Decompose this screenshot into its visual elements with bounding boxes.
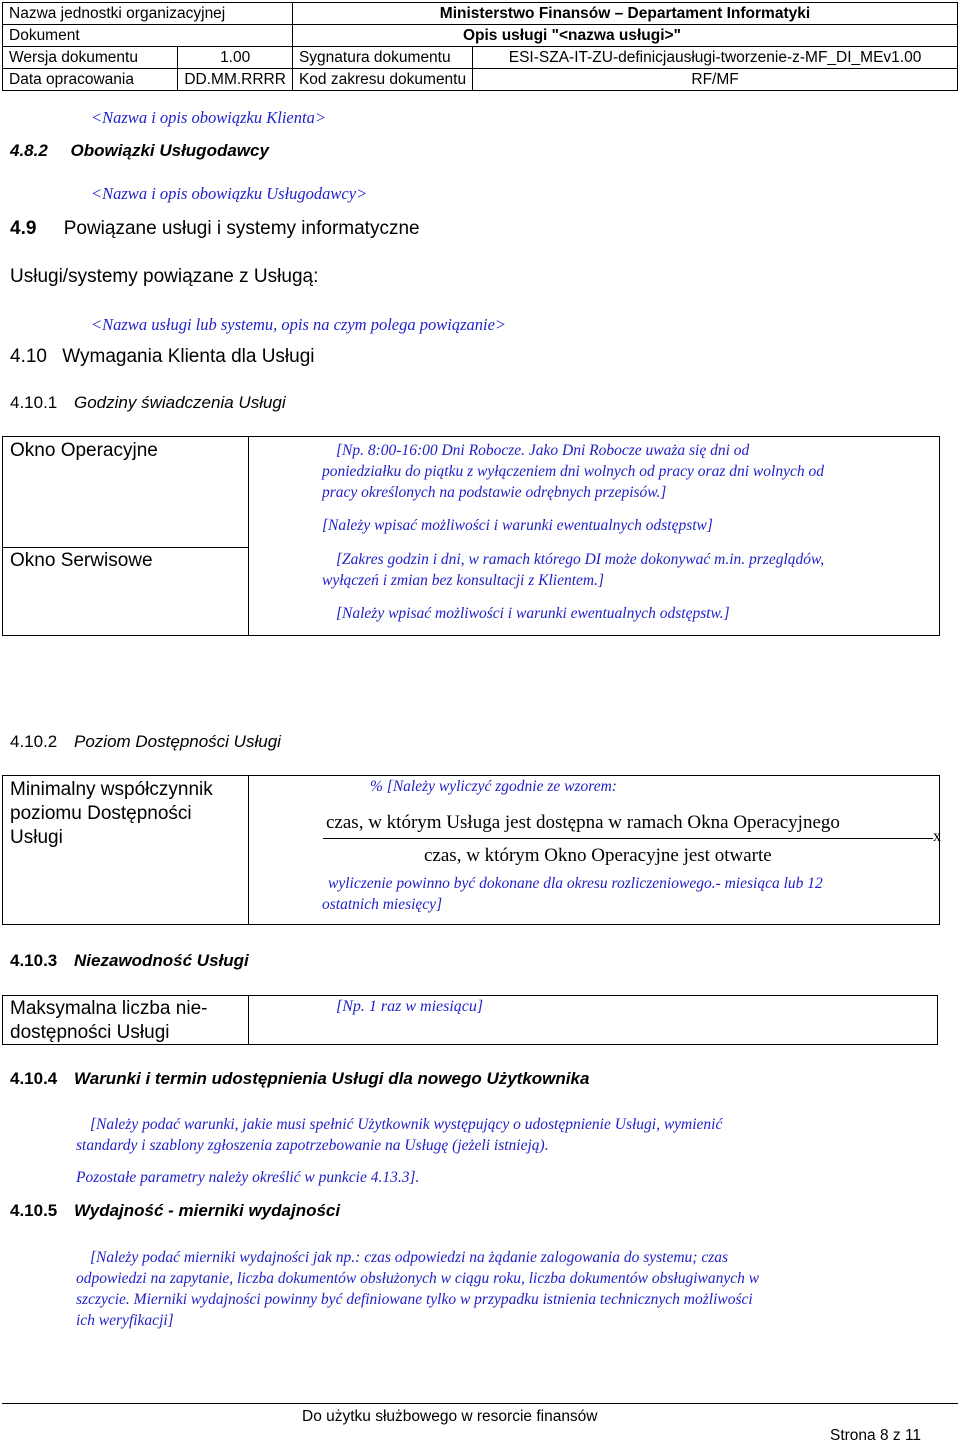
client-duty-placeholder: <Nazwa i opis obowiązku Klienta> [91, 108, 326, 127]
document-value: Opis usługi "<nazwa usługi>" [292, 25, 957, 47]
service-window-note: [Należy wpisać możliwości i warunki ewentualnych odstępstw.] [336, 605, 730, 622]
formula-denominator: czas, w którym Okno Operacyjne jest otwarte [424, 845, 772, 866]
performance-metrics: [Należy podać mierniki wydajności jak np.: czas odpowiedzi na żądanie zalogowania do systemu; czas odpowiedzi na zapytanie, liczba dokumentów obsłużonych w ciągu roku, liczba dokumentów obsługiwanych w szczycie. Mierniki wydajności powinny być definiowane tylko w przypadku istnienia technicznych możliwości ich weryfikacji] [76, 1249, 760, 1329]
page-number: Strona 8 z 11 [830, 1427, 922, 1444]
section-4-10-5-heading [10, 1201, 340, 1221]
footer-divider [2, 1403, 958, 1404]
related-intro: Usługi/systemy powiązane z Usługą: [10, 266, 319, 287]
user-access-conditions: [Należy podać warunki, jakie musi spełnić Użytkownik występujący o udostępnienie Usługi, wymienić standardy i szablony zgłoszenia zapotrzebowanie na Usługę (jeżeli istnieją). Pozostałe parametry należy określić w punkcie 4.13.3]. [76, 1116, 723, 1186]
formula-numerator: czas, w którym Usługa jest dostępna w ramach Okna Operacyjnego [326, 812, 840, 833]
availability-label: Minimalny współczynnik poziomu Dostępności Usługi [10, 779, 213, 848]
related-placeholder: <Nazwa usługi lub systemu, opis na czym polega powiązanie> [91, 315, 507, 334]
formula-intro: % [Należy wyliczyć zgodnie ze wzorem: [370, 778, 617, 795]
operational-window-value: [Np. 8:00-16:00 Dni Robocze. Jako Dni Robocze uważa się dni od poniedziałku do piątku z wyłączeniem dni wolnych od pracy oraz dni wolnych od pracy określonych na podstawie odrębnych przepisów.] [322, 442, 824, 501]
document-header-table [2, 2, 958, 91]
org-unit-value: Ministerstwo Finansów – Departament Informatyki [292, 3, 957, 25]
section-title: Obowiązki Usługodawcy [70, 141, 269, 160]
section-title: Wymagania Klienta dla Usługi [62, 346, 315, 367]
date-label: Data opracowania [3, 69, 178, 91]
service-window-label: Okno Serwisowe [10, 550, 153, 571]
section-4-10-2-heading [10, 732, 281, 752]
section-4-10-3-heading [10, 951, 249, 971]
date-value: DD.MM.RRRR [178, 69, 293, 91]
version-label: Wersja dokumentu [3, 47, 178, 69]
formula-note: wyliczenie powinno być dokonane dla okresu rozliczeniowego.- miesiąca lub 12 ostatnich miesięcy] [322, 875, 823, 913]
reliability-label: Maksymalna liczba nie- dostępności Usługi [10, 998, 208, 1043]
operational-window-note: [Należy wpisać możliwości i warunki ewentualnych odstępstw] [322, 517, 713, 534]
fraction-bar [323, 838, 933, 839]
section-title: Poziom Dostępności Usługi [74, 732, 281, 751]
provider-duty-placeholder: <Nazwa i opis obowiązku Usługodawcy> [91, 184, 368, 203]
service-window-value: [Zakres godzin i dni, w ramach którego DI może dokonywać m.in. przeglądów, wyłączeń i zmian bez konsultacji z Klientem.] [322, 551, 825, 589]
section-number: 4.10.5 [10, 1201, 58, 1220]
section-number: 4.10.3 [10, 951, 58, 970]
section-title: Godziny świadczenia Usługi [74, 393, 286, 412]
footer-classification: Do użytku służbowego w resorcie finansów [302, 1408, 598, 1425]
multiply-sign: x [933, 828, 941, 845]
section-4-9-heading [10, 218, 420, 240]
reliability-value: [Np. 1 raz w miesiącu] [336, 998, 484, 1015]
section-4-8-2-heading [10, 141, 269, 161]
section-4-10-1-heading [10, 393, 286, 413]
operational-window-label: Okno Operacyjne [10, 440, 158, 461]
org-unit-label: Nazwa jednostki organizacyjnej [3, 3, 293, 25]
section-title: Niezawodność Usługi [74, 951, 249, 970]
section-number: 4.10 [10, 346, 47, 367]
signature-value: ESI-SZA-IT-ZU-definicjausługi-tworzenie-z-MF_DI_MEv1.00 [473, 47, 958, 69]
signature-label: Sygnatura dokumentu [292, 47, 472, 69]
section-number: 4.10.2 [10, 732, 58, 751]
section-number: 4.9 [10, 218, 37, 239]
section-number: 4.8.2 [10, 141, 48, 160]
section-title: Powiązane usługi i systemy informatyczne [63, 218, 420, 239]
section-title: Wydajność - mierniki wydajności [74, 1201, 341, 1220]
scope-label: Kod zakresu dokumentu [292, 69, 472, 91]
section-title: Warunki i termin udostępnienia Usługi dla nowego Użytkownika [74, 1069, 590, 1088]
section-number: 4.10.1 [10, 393, 58, 412]
scope-value: RF/MF [473, 69, 958, 91]
section-4-10-4-heading [10, 1069, 589, 1089]
section-4-10-heading [10, 346, 315, 368]
version-value: 1.00 [178, 47, 293, 69]
section-number: 4.10.4 [10, 1069, 58, 1088]
document-label: Dokument [3, 25, 293, 47]
